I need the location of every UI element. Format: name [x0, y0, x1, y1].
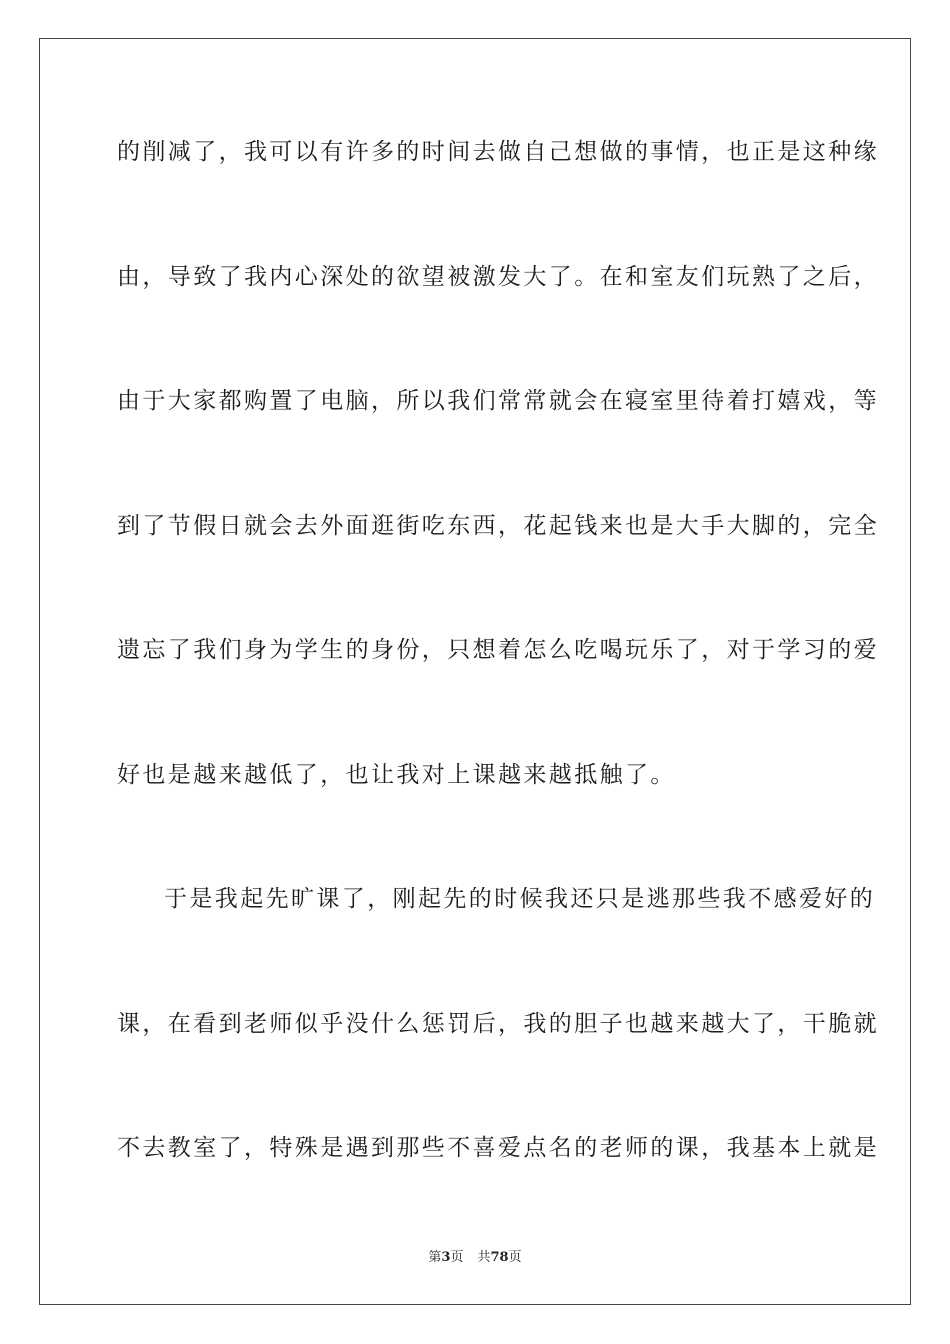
body-line-4: 到了节假日就会去外面逛街吃东西，花起钱来也是大手大脚的，完全	[117, 513, 879, 539]
body-line-8: 课，在看到老师似乎没什么惩罚后，我的胆子也越来越大了，干脆就	[117, 1011, 879, 1037]
body-line-5: 遗忘了我们身为学生的身份，只想着怎么吃喝玩乐了，对于学习的爱	[117, 637, 879, 663]
footer-page-prefix: 第	[428, 1250, 442, 1265]
footer-total-pages: 78	[490, 1250, 509, 1265]
body-line-9: 不去教室了，特殊是遇到那些不喜爱点名的老师的课，我基本上就是	[117, 1135, 879, 1161]
page-border	[39, 38, 911, 1305]
body-line-3: 由于大家都购置了电脑，所以我们常常就会在寝室里待着打嬉戏，等	[117, 388, 879, 414]
page-footer	[0, 1246, 950, 1265]
body-line-7-paragraph-start: 于是我起先旷课了，刚起先的时候我还只是逃那些我不感爱好的	[164, 886, 876, 912]
footer-page-number: 3	[441, 1250, 451, 1265]
body-line-6: 好也是越来越低了，也让我对上课越来越抵触了。	[117, 762, 676, 788]
footer-total-suffix: 页	[508, 1250, 522, 1265]
footer-page-suffix: 页	[450, 1250, 464, 1265]
body-line-2: 由，导致了我内心深处的欲望被激发大了。在和室友们玩熟了之后，	[117, 264, 879, 290]
footer-total-prefix: 共	[477, 1250, 491, 1265]
body-line-1: 的削减了，我可以有许多的时间去做自己想做的事情，也正是这种缘	[117, 139, 879, 165]
